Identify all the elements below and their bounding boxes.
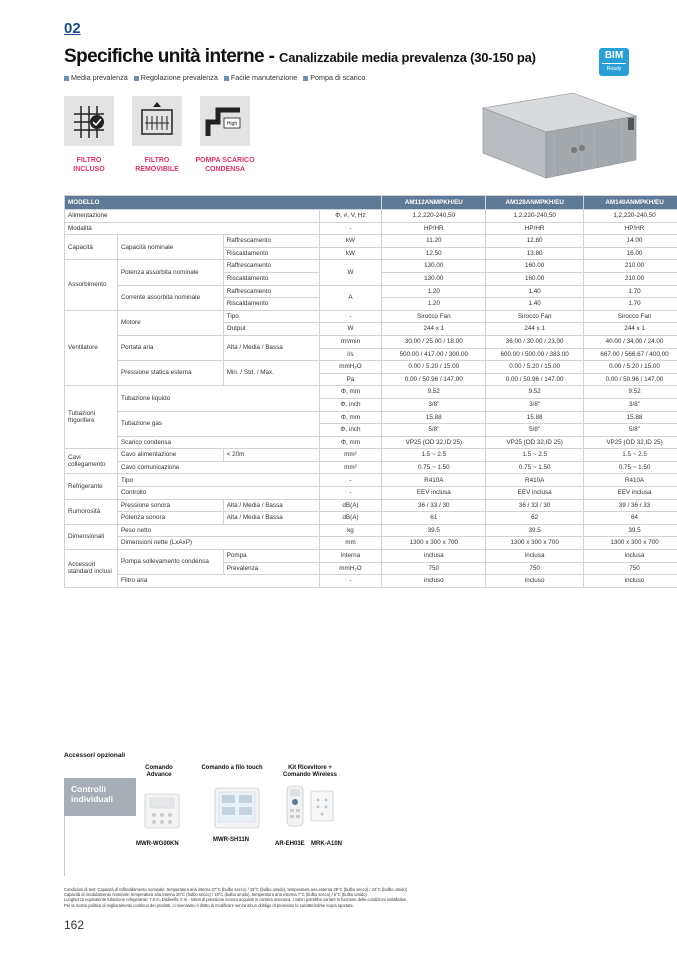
bim-ready-badge: BIM Ready (599, 48, 629, 76)
table-row: Pressione statica esterna Min. / Std. / Max. mmH₂O 0.00 / 5.20 / 15.00 0.00 / 5.20 / 15.00 0.00 / 5.20 / 15.00 (65, 361, 677, 374)
feature-tags (64, 73, 369, 82)
table-row: Φ, inch 5/8" 5/8" 5/8" (65, 424, 677, 437)
spec-table (64, 195, 677, 588)
accessory-column-label: Comando Advance (145, 765, 173, 778)
table-row: Riscaldamento 130.00 160.00 210.00 (65, 272, 677, 285)
table-row: Cavi collegamento Cavo alimentazione < 20m mm² 1.5 ~ 2.5 1.5 ~ 2.5 1.5 ~ 2.5 (65, 449, 677, 462)
table-row: Assorbimento Potenza assorbita nominale Raffrescamento W 130.00 160.00 210.00 (65, 260, 677, 273)
wired-controller-image (144, 793, 180, 829)
feature-label: FILTRO REMOVIBILE (135, 157, 179, 173)
table-row: Pa 0.00 / 50.96 / 147.00 0.00 / 50.96 / 147.00 0.00 / 50.96 / 147.00 (65, 373, 677, 386)
section-number: 02 (64, 20, 81, 37)
table-row: Refrigerante Tipo - R410A R410A R410A (65, 474, 677, 487)
table-row: Modalità - HP/HR HP/HR HP/HR (65, 222, 677, 235)
filter-removable-icon (132, 96, 182, 146)
table-row: Riscaldamento 1.20 1.40 1.70 (65, 298, 677, 311)
accessory-code: AR-EH03E (275, 841, 305, 847)
table-row: Riscaldamento kW 12.50 13.80 16.00 (65, 247, 677, 260)
controls-group-label: Controlli individuali (64, 778, 136, 816)
table-row: Corrente assorbita nominale Raffrescamento A 1.20 1.40 1.70 (65, 285, 677, 298)
feature-label: POMPA SCARICO CONDENSA (195, 157, 255, 173)
table-row: l/s 500.00 / 417.00 / 300.00 600.00 / 500.00 / 383.00 667.00 / 566.67 / 400.00 (65, 348, 677, 361)
feature-label: FILTRO INCLUSO (73, 157, 105, 173)
table-row: Controllo - EEV inclusa EEV inclusa EEV inclusa (65, 487, 677, 500)
accessory-code: MWR-SH11N (213, 837, 250, 843)
table-row: Output W 244 x 1 244 x 1 244 x 1 (65, 323, 677, 336)
table-row: Scarico condensa Φ, mm VP25 (OD 32,ID 25) VP25 (OD 32,ID 25) VP25 (OD 32,ID 25) (65, 436, 677, 449)
table-header-row: MODELLO AM112ANMPKH/EU AM128ANMPKH/EU AM140ANMPKH/EU (65, 196, 677, 210)
condensate-pump-icon (200, 96, 250, 146)
table-row: Filtro aria - incluso incluso incluso (65, 575, 677, 588)
accessory-code: MWR-WG00KN (136, 841, 179, 847)
table-row: Alimentazione Φ, #, V, Hz 1,2,220-240,50 1,2,220-240,50 1,2,220-240,50 (65, 210, 677, 223)
table-row: Ventilatore Motore Tipo - Sirocco Fan Sirocco Fan Sirocco Fan (65, 310, 677, 323)
table-row: Φ, inch 3/8" 3/8" 3/8" (65, 398, 677, 411)
tag: Pompa di scarico (303, 73, 365, 82)
tag: Regolazione prevalenza (134, 73, 218, 82)
duct-unit-image (478, 88, 638, 183)
page-title: Specifiche unità interne - Canalizzabile media prevalenza (30-150 pa) (64, 46, 536, 67)
page-subtitle: Canalizzabile media prevalenza (30-150 pa) (279, 50, 536, 65)
accessory-column-label: Kit Ricevitore + Comando Wireless (283, 765, 337, 778)
table-row: Portata aria Alta / Media / Bassa m³/min 30.00 / 25.00 / 18.00 36.00 / 30.00 / 23.00 40.00 / 34.00 / 24.00 (65, 335, 677, 348)
table-row: Prevalenza mmH₂O 750 750 750 (65, 562, 677, 575)
table-row: Capacità Capacità nominale Raffrescamento kW 11.20 12.80 14.00 (65, 235, 677, 248)
accessories-title: Accessori opzionali (64, 752, 126, 759)
tag: Facile manutenzione (224, 73, 297, 82)
wireless-remote-image (286, 785, 304, 827)
table-row: Rumorosità Pressione sonora Alta / Media / Bassa dB(A) 36 / 33 / 30 36 / 33 / 30 39 / 36 / 33 (65, 499, 677, 512)
page-number: 162 (64, 918, 85, 932)
table-row: Tubazioni frigorifere Tubazione liquido Φ, mm 9.52 9.52 9.52 (65, 386, 677, 399)
table-row: Potenza sonora Alta / Media / Bassa dB(A) 61 62 64 (65, 512, 677, 525)
divider (64, 816, 136, 876)
feature-icon-text: High (226, 121, 238, 127)
table-row: Dimensioni nette (LxAxP) mm 1300 x 300 x 700 1300 x 300 x 700 1300 x 300 x 700 (65, 537, 677, 550)
touch-controller-image (214, 787, 260, 829)
accessory-column-label: Comando a filo touch (201, 765, 263, 771)
table-row: Tubazione gas Φ, mm 15.88 15.88 15.88 (65, 411, 677, 424)
receiver-image (310, 790, 334, 822)
footnotes: Condizioni di test: Capacità di raffreddamento nominale: temperatura aria interna 27°C (bulbo secco) / 19°C (bulbo umido), temperatura aria esterna 35°C (bulbo secco) / 24°C (bulbo umido) Capacità di riscaldamento nominale: temperatura aria interna 20°C (bulbo secco) / 15°C (bulbo umido), temperatura aria esterna 7°C (bulbo secco) / 6°C (bulbo umido) Lunghezza equivalente tubazione refrigerante: 7.5 m, Dislivello: 0 m - Valori di pressione sonora acquisiti in camera anecoica. I valori potrebbe variare in funzione delle condizioni installative. Per la nostra politica di miglioramento continuo dei prodotti, ci riserviamo il diritto di modificare senza alcun obbligo di preavviso le caratteristiche sopra riportate. (64, 887, 408, 908)
table-row: Accessori standard inclusi Pompa sollevamento condensa Pompa interna inclusa inclusa inclusa (65, 550, 677, 563)
table-row: Cavo comunicazione mm² 0.75 ~ 1.50 0.75 ~ 1.50 0.75 ~ 1.50 (65, 461, 677, 474)
tag: Media prevalenza (64, 73, 128, 82)
filter-included-icon (64, 96, 114, 146)
accessory-code: MRK-A10N (311, 841, 343, 847)
table-row: Dimensionali Peso netto kg 39.5 39.5 39.5 (65, 524, 677, 537)
